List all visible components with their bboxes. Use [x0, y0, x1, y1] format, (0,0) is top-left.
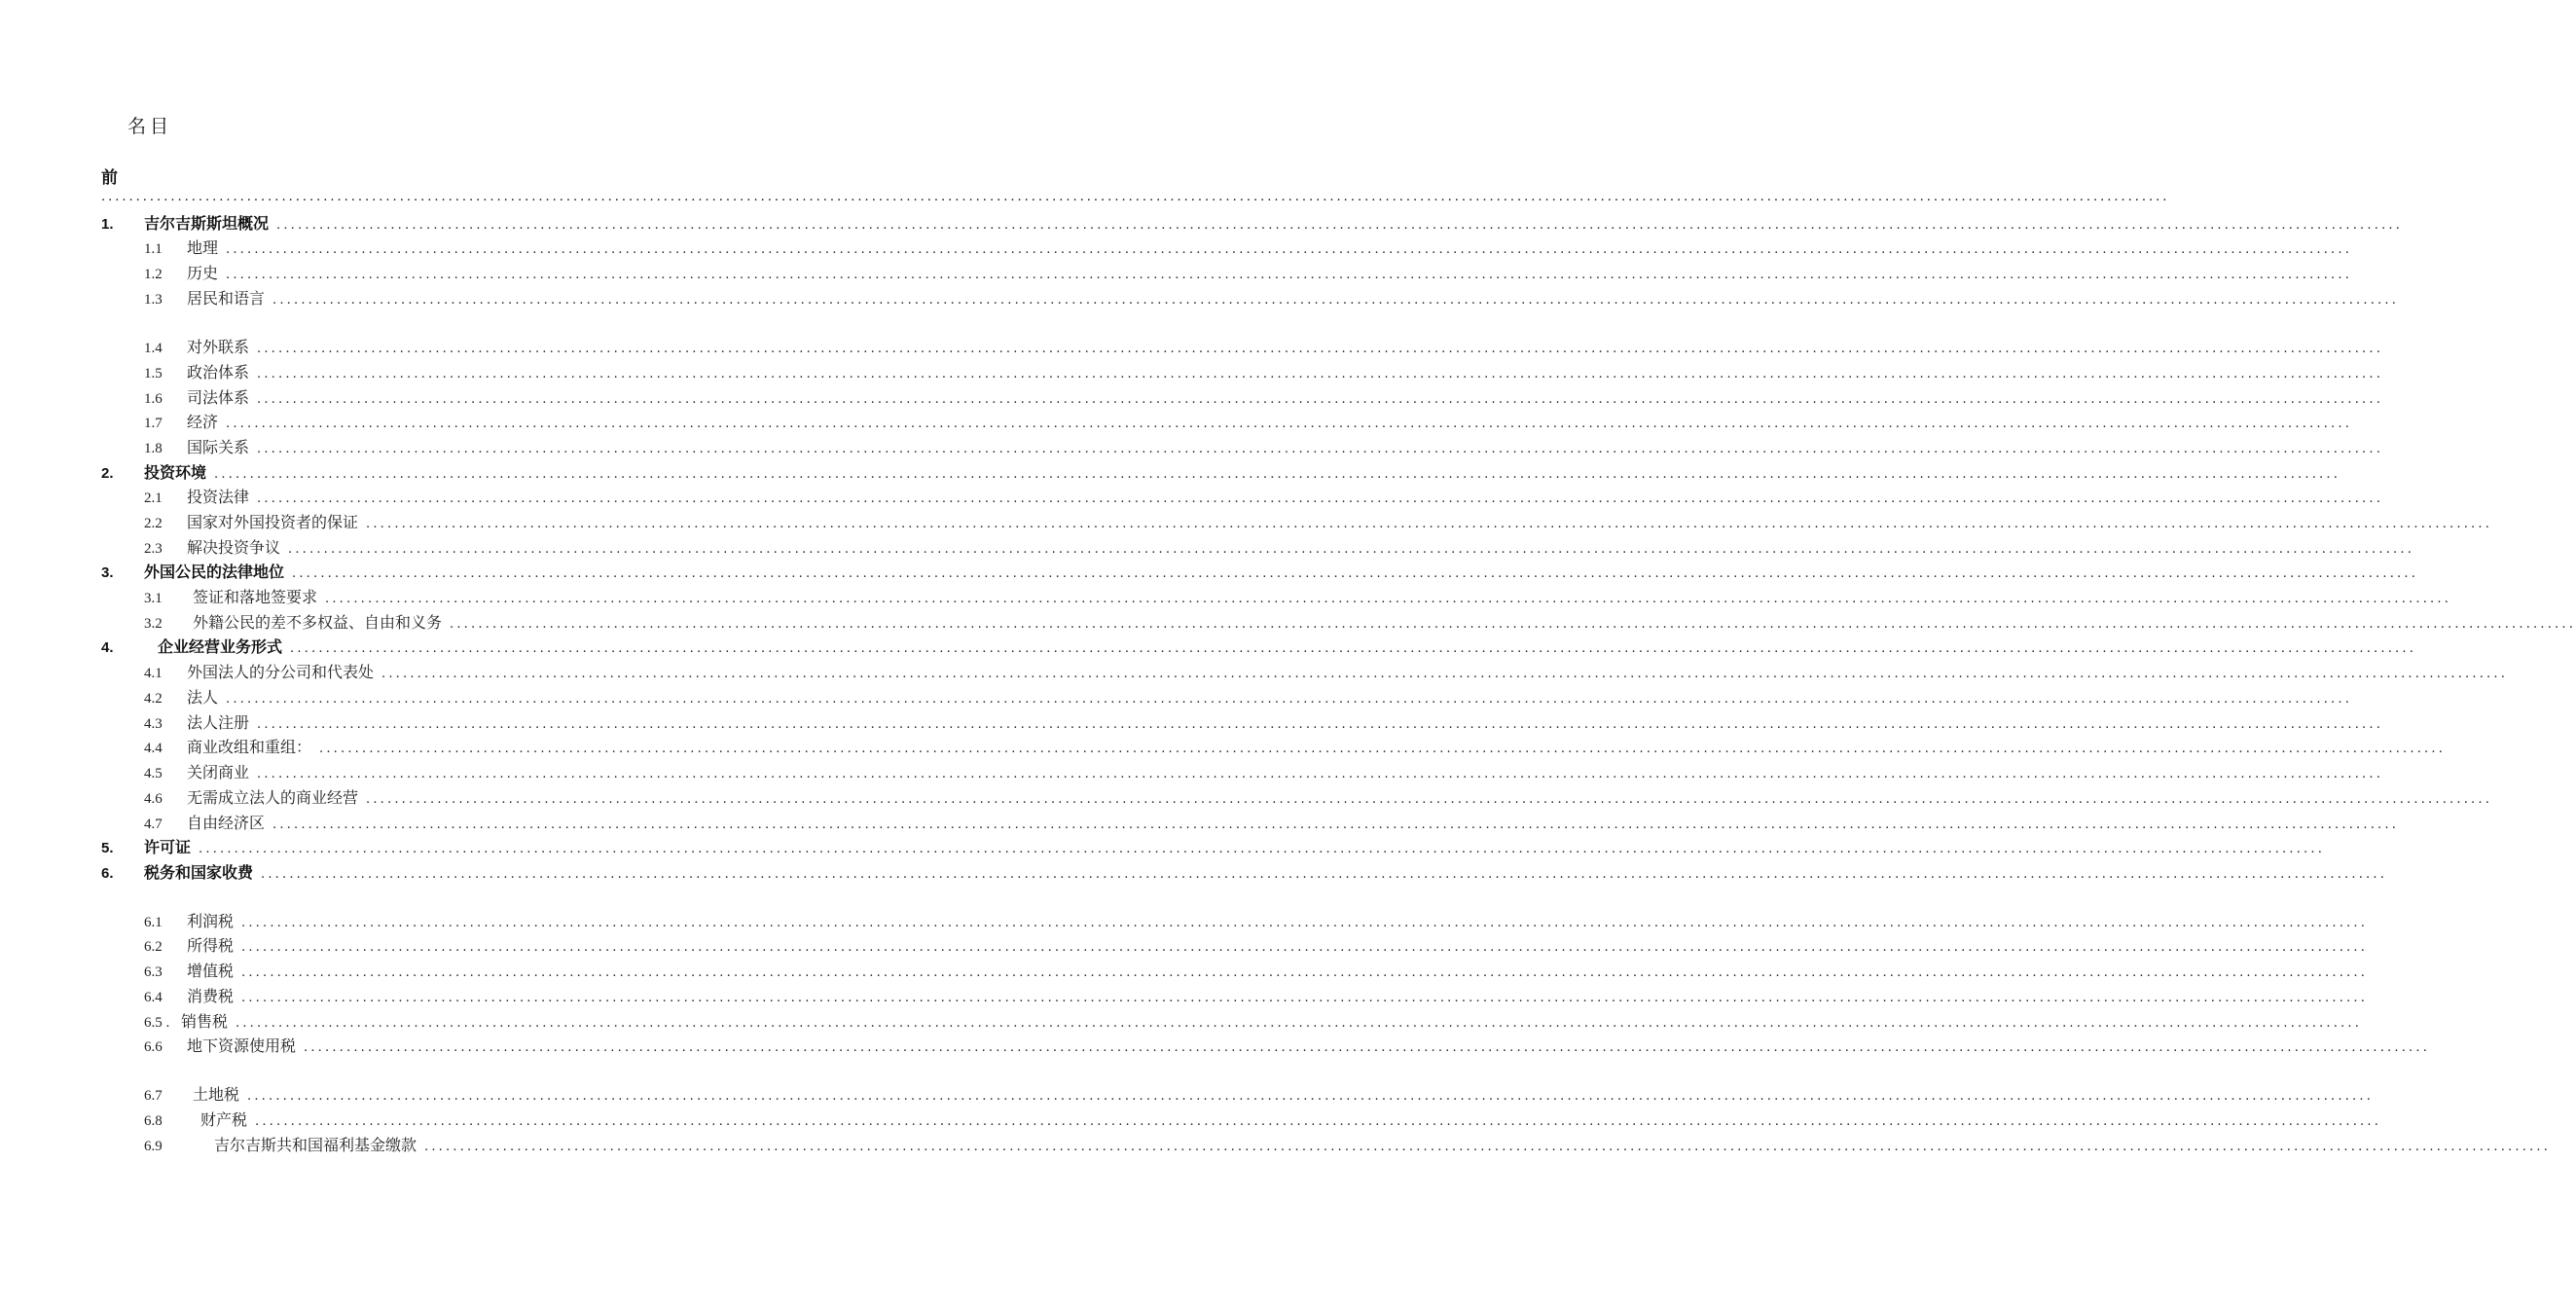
toc-section-entry — [144, 263, 2353, 284]
toc-section-entry — [144, 1084, 2375, 1106]
toc-leader-dots: .......................................................................................................................................................................................................................................................................................................... — [247, 1089, 2375, 1104]
toc-entry-text: 增值税 — [187, 962, 235, 980]
toc-leader-dots: .......................................................................................................................................................................................................................................................................................................... — [226, 417, 2353, 431]
toc-section-entry — [144, 612, 2576, 634]
toc-entry-number: 6.7 — [144, 1088, 163, 1104]
toc-section-entry — [144, 288, 2400, 309]
toc-entry-number: 1.8 — [144, 441, 163, 456]
toc-entry-text: 无需成立法人的商业经营 — [187, 788, 359, 807]
toc-section-entry — [144, 412, 2353, 433]
toc-leader-dots: .......................................................................................................................................................................................................................................................................................................... — [241, 916, 2369, 930]
toc-section-entry — [144, 587, 2452, 608]
toc-entry-text: 投资法律 — [187, 488, 250, 506]
toc-entry-text: 税务和国家收费 — [144, 863, 254, 882]
toc-entry-number: 2.1 — [144, 490, 163, 506]
toc-entry-number: 4. — [101, 639, 114, 656]
toc-entry-number: 6.5 . — [144, 1015, 170, 1031]
toc-section-entry — [144, 512, 2493, 533]
toc-leader-dots: .......................................................................................................................................................................................................................................................................................................... — [276, 218, 2404, 233]
toc-entry-text: 自由经济区 — [187, 814, 266, 832]
foreword-heading: 前 — [101, 168, 118, 188]
toc-leader-dots: .......................................................................................................................................................................................................................................................................................................... — [236, 1016, 2363, 1031]
toc-section-entry — [144, 1109, 2382, 1131]
toc-entry-number: 6. — [101, 865, 114, 882]
toc-section-entry — [144, 1135, 2552, 1156]
toc-entry-number: 1.1 — [144, 241, 163, 257]
toc-leader-dots: .......................................................................................................................................................................................................................................................................................................... — [257, 717, 2384, 732]
toc-leader-dots: .......................................................................................................................................................................................................................................................................................................... — [199, 842, 2326, 856]
toc-leader-dots: .......................................................................................................................................................................................................................................................................................................... — [226, 242, 2353, 257]
toc-leader-dots: .......................................................................................................................................................................................................................................................................................................... — [257, 342, 2384, 356]
toc-leader-dots: .......................................................................................................................................................................................................................................................................................................... — [272, 293, 2400, 308]
toc-section-entry — [144, 961, 2369, 982]
toc-section-entry — [144, 1036, 2431, 1057]
toc-entry-text: 企业经营业务形式 — [158, 637, 283, 656]
toc-section-entry — [144, 387, 2384, 409]
toc-leader-dots: .......................................................................................................................................................................................................................................................................................................... — [366, 792, 2493, 807]
toc-entry-text: 土地税 — [193, 1085, 240, 1104]
toc-section-entry — [144, 787, 2493, 809]
toc-entry-text: 许可证 — [144, 838, 192, 856]
toc-entry-text: 外国公民的法律地位 — [144, 563, 285, 581]
toc-entry-text: 所得税 — [187, 936, 235, 955]
toc-leader-dots: .......................................................................................................................................................................................................................................................................................................... — [319, 742, 2447, 756]
toc-leader-dots: .......................................................................................................................................................................................................................................................................................................... — [226, 268, 2353, 282]
toc-chapter-entry — [101, 837, 2326, 858]
toc-leader-dots: .......................................................................................................................................................................................................................................................................................................... — [325, 592, 2452, 606]
toc-section-entry — [144, 762, 2384, 783]
toc-leader-dots: .......................................................................................................................................................................................................................................................................................................... — [272, 818, 2400, 832]
toc-entry-text: 吉尔吉斯斯坦概况 — [144, 214, 270, 233]
toc-section-entry — [144, 986, 2369, 1007]
toc-leader-dots: .......................................................................................................................................................................................................................................................................................................... — [366, 517, 2493, 531]
toc-entry-text: 政治体系 — [187, 363, 250, 382]
toc-leader-dots: .......................................................................................................................................................................................................................................................................................................... — [257, 367, 2384, 382]
page-title: 名目 — [127, 116, 173, 137]
toc-entry-number: 2.3 — [144, 541, 163, 557]
toc-entry-text: 居民和语言 — [187, 289, 266, 308]
toc-entry-text: 外国法人的分公司和代表处 — [187, 663, 375, 681]
toc-entry-text: 地下资源使用税 — [187, 1036, 297, 1055]
toc-section-entry — [144, 712, 2384, 734]
toc-leader-dots: .......................................................................................................................................................................................................................................................................................................... — [241, 940, 2369, 955]
toc-entry-text: 销售税 — [181, 1012, 229, 1031]
toc-entry-text: 历史 — [187, 264, 219, 282]
toc-entry-text: 外籍公民的差不多权益、自由和义务 — [193, 613, 443, 632]
toc-entry-number: 3.1 — [144, 591, 163, 606]
toc-entry-number: 4.1 — [144, 666, 163, 681]
toc-section-entry — [144, 911, 2369, 932]
toc-section-entry — [144, 487, 2384, 508]
toc-entry-text: 经济 — [187, 413, 219, 431]
toc-entry-text: 财产税 — [200, 1110, 248, 1129]
toc-entry-number: 4.4 — [144, 741, 163, 756]
toc-entry-text: 法人 — [187, 688, 219, 707]
toc-chapter-entry — [101, 636, 2417, 658]
toc-entry-text: 对外联系 — [187, 338, 250, 356]
toc-section-entry — [144, 935, 2369, 957]
toc-entry-number: 1.4 — [144, 341, 163, 356]
toc-leader-dots: .......................................................................................................................................................................................................................................................................................................... — [241, 991, 2369, 1005]
toc-entry-text: 签证和落地签要求 — [193, 588, 318, 606]
toc-leader-dots: .......................................................................................................................................................................................................................................................................................................... — [257, 392, 2384, 407]
toc-section-entry — [144, 1011, 2363, 1033]
toc-entry-number: 6.6 — [144, 1039, 163, 1055]
toc-entry-text: 投资环境 — [144, 463, 207, 482]
toc-entry-number: 1.3 — [144, 292, 163, 308]
toc-chapter-entry — [101, 462, 2341, 484]
toc-chapter-entry — [101, 562, 2419, 583]
toc-leader-dots: .......................................................................................................................................................................................................................................................................................................... — [424, 1140, 2552, 1154]
toc-entry-number: 1.6 — [144, 391, 163, 407]
toc-entry-number: 4.2 — [144, 691, 163, 707]
toc-section-entry — [144, 662, 2509, 683]
toc-entry-number: 6.9 — [144, 1139, 163, 1154]
toc-chapter-entry — [101, 213, 2404, 235]
toc-leader-dots: .......................................................................................................................................................................................................................................................................................................... — [288, 542, 2415, 557]
toc-section-entry — [144, 437, 2384, 458]
toc-entry-number: 4.5 — [144, 766, 163, 781]
toc-entry-number: 3.2 — [144, 616, 163, 632]
toc-leader-dots: .......................................................................................................................................................................................................................................................................................................... — [381, 667, 2509, 681]
toc-section-entry — [144, 687, 2353, 708]
toc-entry-text: 司法体系 — [187, 388, 250, 407]
toc-entry-number: 6.2 — [144, 939, 163, 955]
toc-leader-dots: .......................................................................................................................................................................................................................................................................................................... — [241, 965, 2369, 980]
toc-entry-number: 6.1 — [144, 915, 163, 930]
toc-leader-dots: .......................................................................................................................................................................................................................................................................................................... — [261, 867, 2388, 882]
toc-entry-number: 4.3 — [144, 716, 163, 732]
toc-entry-number: 1.7 — [144, 416, 163, 431]
toc-chapter-entry — [101, 862, 2388, 884]
foreword-leader-dots: .......................................................................................................................................................................................................................................................................................................... — [101, 190, 2170, 204]
toc-entry-number: 2.2 — [144, 516, 163, 531]
toc-entry-number: 3. — [101, 564, 114, 581]
toc-entry-number: 2. — [101, 465, 114, 482]
toc-entry-text: 法人注册 — [187, 713, 250, 732]
toc-entry-number: 5. — [101, 840, 114, 856]
toc-leader-dots: .......................................................................................................................................................................................................................................................................................................... — [226, 692, 2353, 707]
toc-leader-dots: .......................................................................................................................................................................................................................................................................................................... — [290, 641, 2417, 656]
toc-section-entry — [144, 362, 2384, 383]
toc-entry-text: 商业改组和重组： — [187, 738, 312, 756]
toc-entry-text: 地理 — [187, 238, 219, 257]
toc-section-entry — [144, 237, 2353, 259]
toc-section-entry — [144, 537, 2415, 559]
toc-entry-number: 6.8 — [144, 1113, 163, 1129]
toc-leader-dots: .......................................................................................................................................................................................................................................................................................................... — [304, 1040, 2431, 1055]
toc-leader-dots: .......................................................................................................................................................................................................................................................................................................... — [257, 767, 2384, 781]
toc-entry-text: 国际关系 — [187, 438, 250, 456]
toc-section-entry — [144, 737, 2447, 758]
toc-entry-number: 6.3 — [144, 964, 163, 980]
toc-entry-text: 关闭商业 — [187, 763, 250, 781]
toc-entry-text: 利润税 — [187, 912, 235, 930]
toc-entry-number: 4.7 — [144, 817, 163, 832]
toc-leader-dots: .......................................................................................................................................................................................................................................................................................................... — [257, 442, 2384, 456]
toc-leader-dots: .......................................................................................................................................................................................................................................................................................................... — [292, 566, 2419, 581]
toc-leader-dots: .......................................................................................................................................................................................................................................................................................................... — [255, 1114, 2382, 1129]
toc-section-entry — [144, 813, 2400, 834]
toc-entry-number: 4.6 — [144, 791, 163, 807]
toc-entry-text: 吉尔吉斯共和国福利基金缴款 — [214, 1136, 417, 1154]
toc-entry-number: 1.2 — [144, 267, 163, 282]
toc-entry-text: 解决投资争议 — [187, 538, 281, 557]
toc-entry-number: 6.4 — [144, 990, 163, 1005]
toc-entry-number: 1. — [101, 216, 114, 233]
toc-leader-dots: .......................................................................................................................................................................................................................................................................................................... — [450, 617, 2576, 632]
toc-entry-number: 1.5 — [144, 366, 163, 382]
toc-leader-dots: .......................................................................................................................................................................................................................................................................................................... — [257, 491, 2384, 506]
toc-entry-text: 消费税 — [187, 987, 235, 1005]
toc-entry-text: 国家对外国投资者的保证 — [187, 513, 359, 531]
toc-section-entry — [144, 337, 2384, 358]
toc-leader-dots: .......................................................................................................................................................................................................................................................................................................... — [214, 467, 2341, 482]
